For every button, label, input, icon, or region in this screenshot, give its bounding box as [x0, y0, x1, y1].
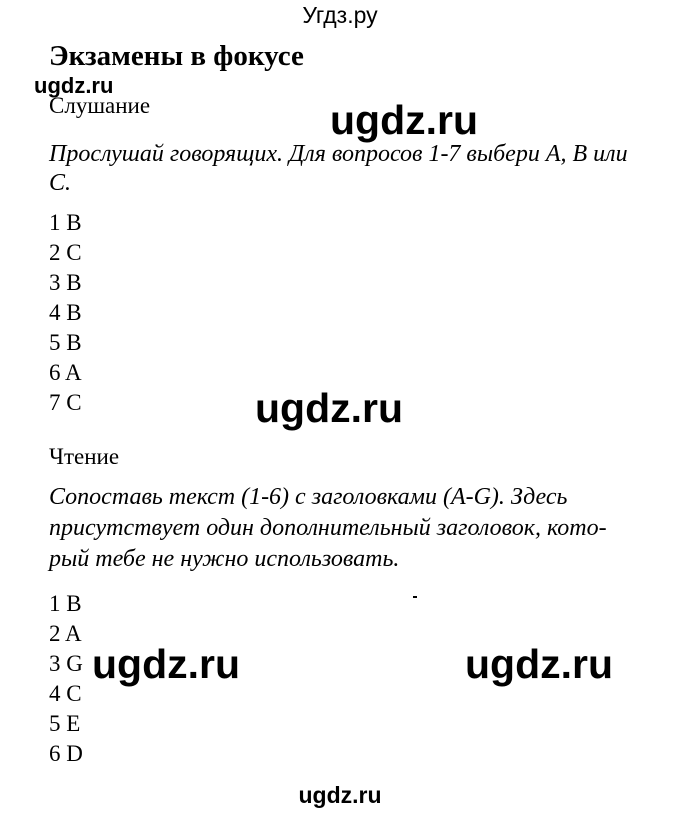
reading-heading: Чтение	[49, 444, 120, 469]
reading-answer: 1 B	[49, 591, 82, 616]
listening-answer: 7 C	[49, 390, 82, 415]
listening-answer: 2 C	[49, 240, 82, 265]
watermark-large: ugdz.ru	[330, 97, 479, 143]
reading-instruction-line: рый тебе не нужно использовать.	[49, 546, 400, 572]
watermark-large: ugdz.ru	[255, 385, 404, 431]
reading-instruction-line: Сопоставь текст (1-6) с заголовками (A-G). Здесь	[49, 484, 568, 510]
listening-answer: 6 A	[49, 360, 82, 385]
watermark-footer: ugdz.ru	[298, 782, 382, 808]
reading-answer: 6 D	[49, 741, 83, 766]
reading-answer: 4 C	[49, 681, 82, 706]
listening-heading: Слушание	[49, 93, 151, 118]
watermark-large: ugdz.ru	[465, 641, 614, 687]
reading-answer: 5 E	[49, 711, 81, 736]
reading-answer: 2 A	[49, 621, 82, 646]
reading-answer: 3 G	[49, 651, 83, 676]
listening-answer: 4 B	[49, 300, 82, 325]
listening-answer: 5 B	[49, 330, 82, 355]
listening-instruction: Прослушай говорящих. Для вопросов 1-7 выбери A, B или C.	[49, 141, 628, 196]
watermark-small: ugdz.ru	[34, 73, 114, 98]
page-title: Экзамены в фокусе	[49, 40, 304, 72]
listening-answer: 1 B	[49, 210, 82, 235]
reading-instruction-line: присутствует один дополнительный заголовок, кото-	[49, 515, 607, 541]
watermark-large: ugdz.ru	[92, 641, 241, 687]
site-header: Угдз.ру	[302, 2, 378, 28]
stray-mark	[413, 596, 417, 598]
listening-answer: 3 B	[49, 270, 82, 295]
